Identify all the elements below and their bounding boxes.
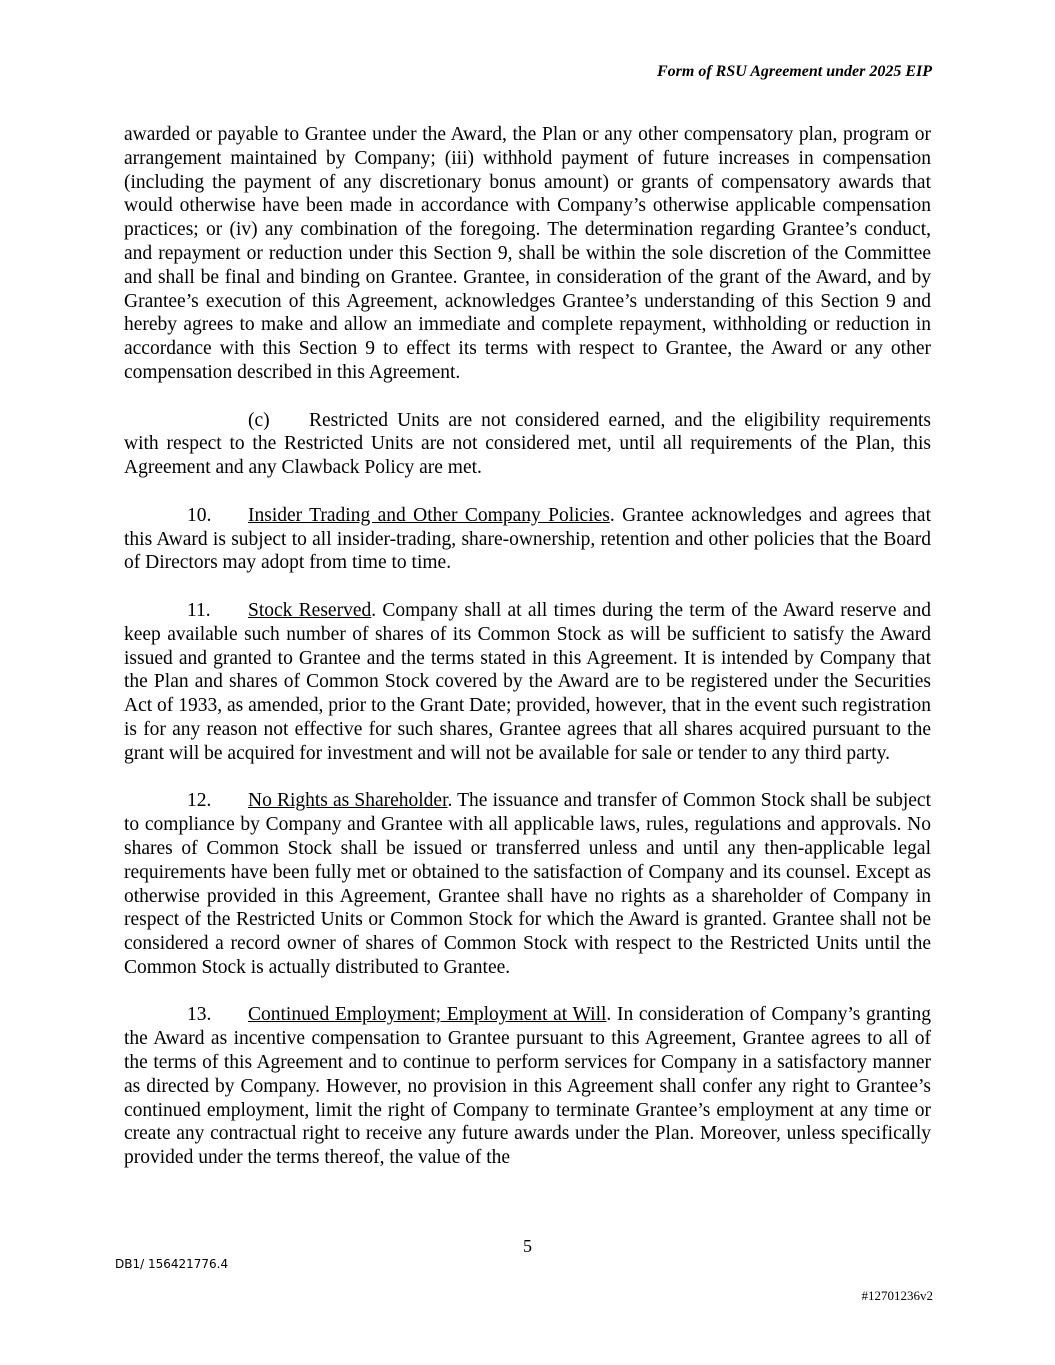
section-13	[124, 1003, 931, 1170]
section-12-heading: No Rights as Shareholder	[248, 790, 448, 812]
section-10-number: 10.	[187, 504, 212, 526]
paragraph-continuation: awarded or payable to Grantee under the Award, the Plan or any other compensatory plan, program or arrangement maintained by Company; (iii) withhold payment of future increases in compensation (including the payment of any discretionary bonus amount) or grants of compensatory awards that would otherwise have been made in accordance with Company’s otherwise applicable compensation practices; or (iv) any combination of the foregoing. The determination regarding Grantee’s conduct, and repayment or reduction under this Section 9, shall be within the sole discretion of the Committee and shall be final and binding on Grantee. Grantee, in consideration of the grant of the Award, and by Grantee’s execution of this Agreement, acknowledges Grantee’s understanding of this Section 9 and hereby agrees to make and allow an immediate and complete repayment, withholding or reduction in accordance with this Section 9 to effect its terms with respect to Grantee, the Award or any other compensation described in this Agreement.	[124, 124, 931, 383]
section-13-heading: Continued Employment; Employment at Will	[248, 1004, 607, 1026]
document-id: DB1/ 156421776.4	[115, 1257, 229, 1271]
subsection-c	[124, 409, 931, 480]
section-10	[124, 504, 931, 575]
section-11-number: 11.	[187, 599, 211, 621]
document-body	[124, 123, 931, 1170]
subsection-c-label: (c)	[248, 409, 270, 431]
section-12-text: . The issuance and transfer of Common Stock shall be subject to compliance by Company and Grantee with all applicable laws, rules, regulations and approvals. No shares of Common Stock shall be issued or transferred unless and until any then-applicable legal requirements have been fully met or obtained to the satisfaction of Company and its counsel. Except as otherwise provided in this Agreement, Grantee shall have no rights as a shareholder of Company in respect of the Restricted Units or Common Stock for which the Award is granted. Grantee shall not be considered a record owner of shares of Common Stock with respect to the Restricted Units until the Common Stock is actually distributed to Grantee.	[124, 790, 931, 978]
section-11	[124, 599, 931, 766]
version-number: #12701236v2	[861, 1288, 933, 1303]
section-12-number: 12.	[187, 790, 212, 812]
page-number: 5	[523, 1236, 532, 1256]
section-11-text: . Company shall at all times during the term of the Award reserve and keep available such number of shares of its Common Stock as will be sufficient to satisfy the Award issued and granted to Grantee and the terms stated in this Agreement. It is intended by Company that the Plan and shares of Common Stock covered by the Award are to be registered under the Securities Act of 1933, as amended, prior to the Grant Date; provided, however, that in the event such registration is for any reason not effective for such shares, Grantee agrees that all shares acquired pursuant to the grant will be acquired for investment and will not be available for sale or tender to any third party.	[124, 599, 931, 764]
section-10-text: . Grantee acknowledges and agrees that this Award is subject to all insider-trading, share-ownership, retention and other policies that the Board of Directors may adopt from time to time.	[124, 504, 931, 574]
subsection-c-text: Restricted Units are not considered earned, and the eligibility requirements with respect to the Restricted Units are not considered met, until all requirements of the Plan, this Agreement and any Clawback Policy are met.	[124, 409, 931, 479]
section-13-number: 13.	[187, 1004, 212, 1026]
section-11-heading: Stock Reserved	[248, 599, 372, 621]
section-10-heading: Insider Trading and Other Company Policies	[248, 504, 610, 526]
section-13-text: . In consideration of Company’s granting the Award as incentive compensation to Grantee pursuant to this Agreement, Grantee agrees to all of the terms of this Agreement and to continue to perform services for Company in a satisfactory manner as directed by Company. However, no provision in this Agreement shall confer any right to Grantee’s continued employment, limit the right of Company to terminate Grantee’s employment at any time or create any contractual right to receive any future awards under the Plan. Moreover, unless specifically provided under the terms thereof, the value of the	[124, 1004, 931, 1169]
section-12	[124, 789, 931, 979]
page-header: Form of RSU Agreement under 2025 EIP	[657, 63, 932, 80]
